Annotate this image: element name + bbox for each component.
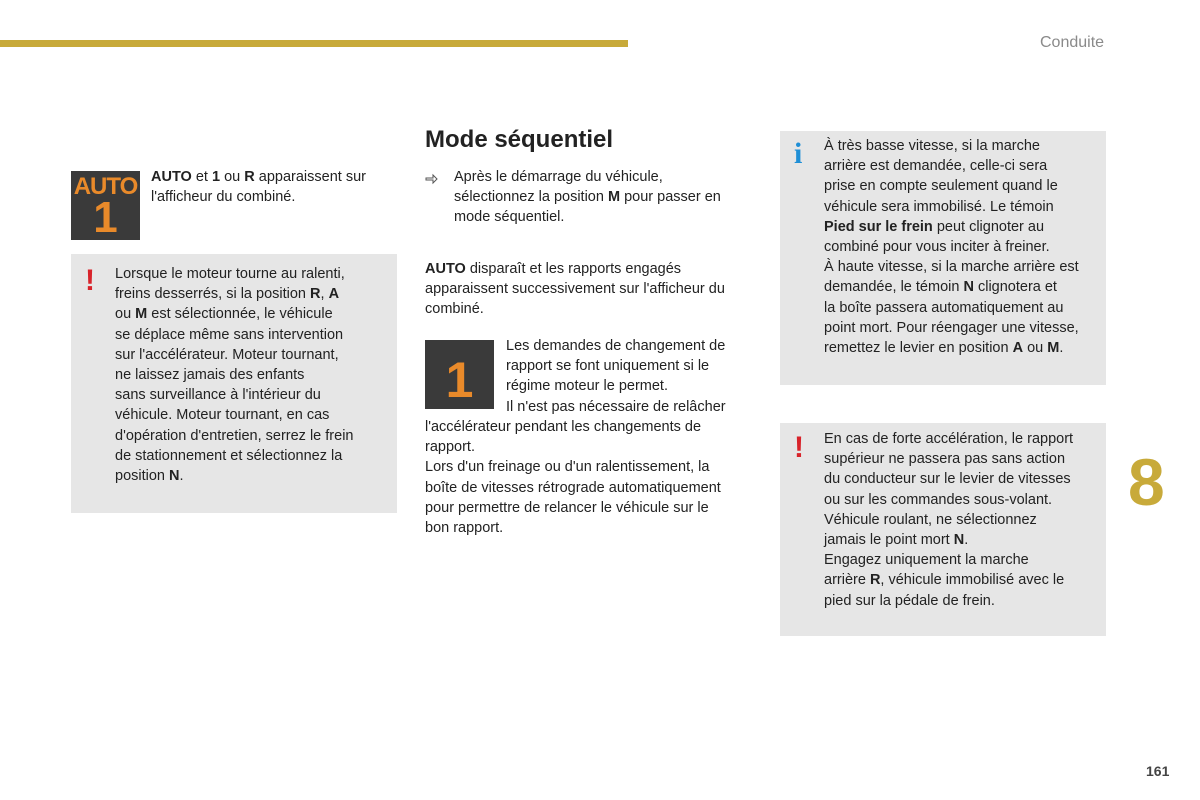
display-gear-digit: 1 [93,193,118,242]
auto-disappears-paragraph: AUTO disparaît et les rapports engagés apparaissent successivement sur l'afficheur du combiné. [425,261,725,318]
info-box-reverse [780,131,1106,385]
page-heading: Mode séquentiel [425,126,614,153]
gear-request-paragraph-top: Les demandes de changement de rapport se font uniquement si le régime moteur le permet. Il n'est pas nécessaire de relâcher [506,338,726,415]
display-caption: AUTO et 1 ou R apparaissent sur l'afficheur du combiné. [151,169,366,206]
warning-text: En cas de forte accélération, le rapport supérieur ne passera pas sans action du conducteur sur le levier de vitesses ou sur les commandes sous-volant. Véhicule roulant, ne sélectionnez jamais le point mort N. Engagez uniquement la marche arrière R, véhicule immobilisé avec le pied sur la pédale de frein. [824,431,1074,609]
section-title: Conduite [1040,34,1105,51]
warning-box-acceleration [780,423,1106,636]
instrument-display-gear-image [425,340,494,409]
warning-icon: ! [85,264,95,297]
info-text: À très basse vitesse, si la marche arrière est demandée, celle-ci sera prise en compte seulement quand le véhicule sera immobilisé. Le témoin Pied sur le frein peut clignoter au combiné pour vous inciter à freiner. À haute vitesse, si la marche arrière est demandée, le témoin N clignotera et la boîte passera automatiquement au point mort. Pour réengager une vitesse, remettez le levier en position A ou M. [824,138,1079,357]
warning-icon: ! [794,431,804,464]
display-auto-text: AUTO [73,173,138,200]
header-accent-bar [0,40,628,47]
bullet-instruction: Après le démarrage du véhicule, sélectionnez la position M pour passer en mode séquentiel. [454,169,721,226]
hand-pointer-icon [425,172,439,186]
warning-text: Lorsque le moteur tourne au ralenti, freins desserrés, si la position R, A ou M est sélectionnée, le véhicule se déplace même sans intervention sur l'accélérateur. Moteur tournant, ne laissez jamais des enfants sans surveillance à l'intérieur du véhicule. Moteur tournant, en cas d'opération d'entretien, serrez le frein de stationnement et sélectionnez la position N. [115,266,354,485]
instrument-display-auto-image [71,171,140,240]
page-number: 161 [1146,763,1170,779]
chapter-number: 8 [1128,445,1165,519]
display-gear-digit: 1 [445,352,474,408]
info-icon: i [794,137,803,170]
warning-box-idle [71,254,397,513]
gear-request-paragraph-bottom: l'accélérateur pendant les changements de rapport. Lors d'un freinage ou d'un ralentissement, la boîte de vitesses rétrograde automatiquement pour permettre de relancer le véhicule sur le bon rapport. [425,419,721,537]
